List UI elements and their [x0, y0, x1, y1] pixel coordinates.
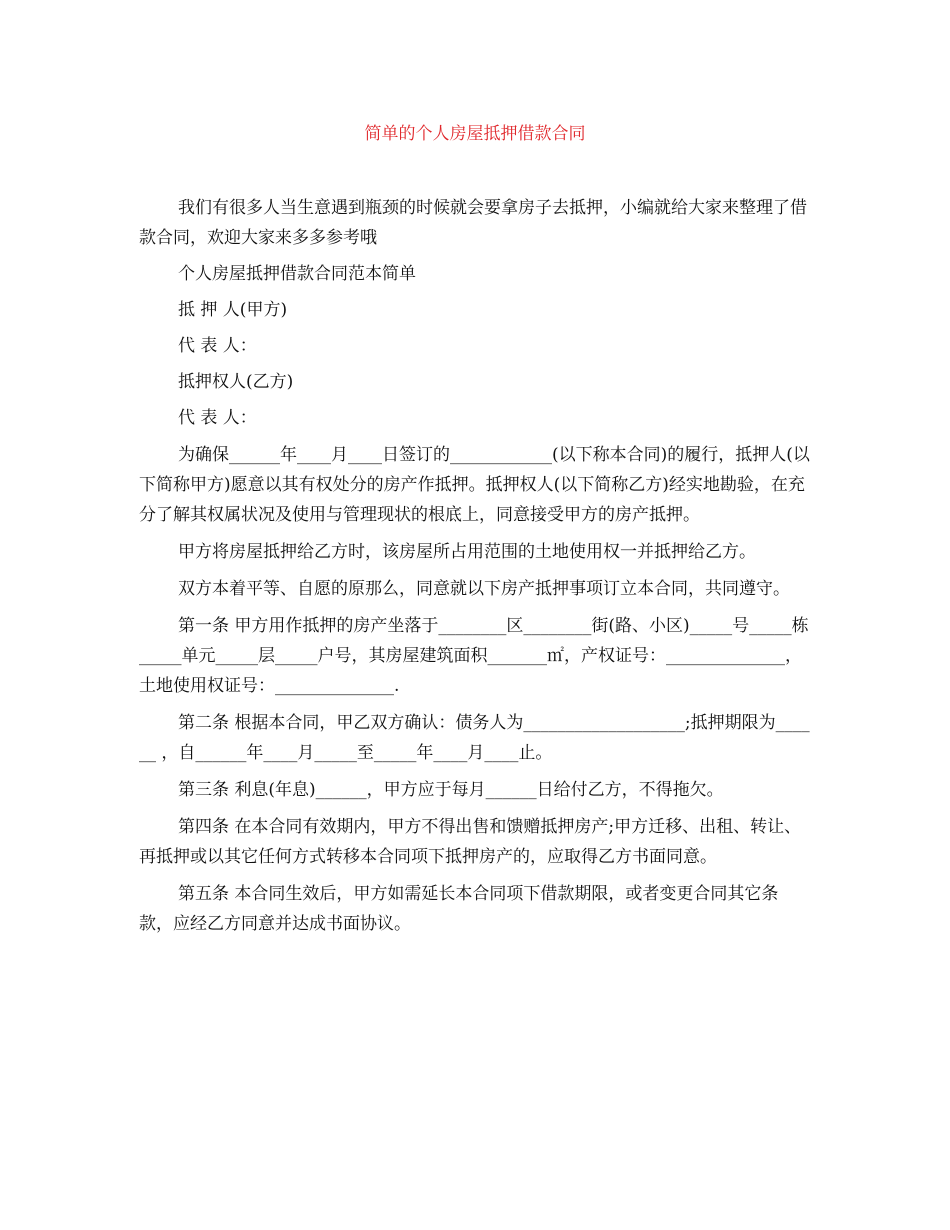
article-1: 第一条 甲方用作抵押的房产坐落于________区________街(路、小区)_____号_____栋_____单元_____层_____户号，其房屋建筑面积_______㎡，产权证号：______________，土地使用权证号：______________.: [139, 616, 809, 696]
party-b-line: 抵押权人(乙方): [178, 372, 294, 392]
party-b-representative: 代 表 人：: [178, 408, 257, 428]
article-3: 第三条 利息(年息)______，甲方应于每月______日给付乙方，不得拖欠。: [178, 780, 724, 800]
preamble-paragraph: 为确保______年____月____日签订的____________(以下称本合同)的履行，抵押人(以下简称甲方)愿意以其有权处分的房产作抵押。抵押权人(以下简称乙方)经实地勘验，在充分了解其权属状况及使用与管理现状的根底上，同意接受甲方的房产抵押。: [139, 445, 810, 525]
contract-subtitle: 个人房屋抵押借款合同范本简单: [178, 264, 416, 284]
article-4: 第四条 在本合同有效期内，甲方不得出售和馈赠抵押房产;甲方迁移、出租、转让、再抵押或以其它任何方式转移本合同项下抵押房产的，应取得乙方书面同意。: [139, 817, 802, 867]
document-body: [139, 193, 811, 939]
intro-paragraph: 我们有很多人当生意遇到瓶颈的时候就会要拿房子去抵押，小编就给大家来整理了借款合同，欢迎大家来多多参考哦: [139, 198, 807, 248]
principle-paragraph: 双方本着平等、自愿的原那么，同意就以下房产抵押事项订立本合同，共同遵守。: [178, 579, 790, 599]
article-2: 第二条 根据本合同，甲乙双方确认：债务人为___________________;抵押期限为______ ，自______年____月_____至_____年____月____止。: [139, 713, 810, 763]
party-a-line: 抵 押 人(甲方): [178, 300, 288, 320]
land-use-paragraph: 甲方将房屋抵押给乙方时，该房屋所占用范围的土地使用权一并抵押给乙方。: [178, 542, 756, 562]
article-5: 第五条 本合同生效后，甲方如需延长本合同项下借款期限，或者变更合同其它条款，应经乙方同意并达成书面协议。: [139, 884, 779, 934]
document-title: 简单的个人房屋抵押借款合同: [364, 124, 586, 144]
party-a-representative: 代 表 人：: [178, 336, 257, 356]
